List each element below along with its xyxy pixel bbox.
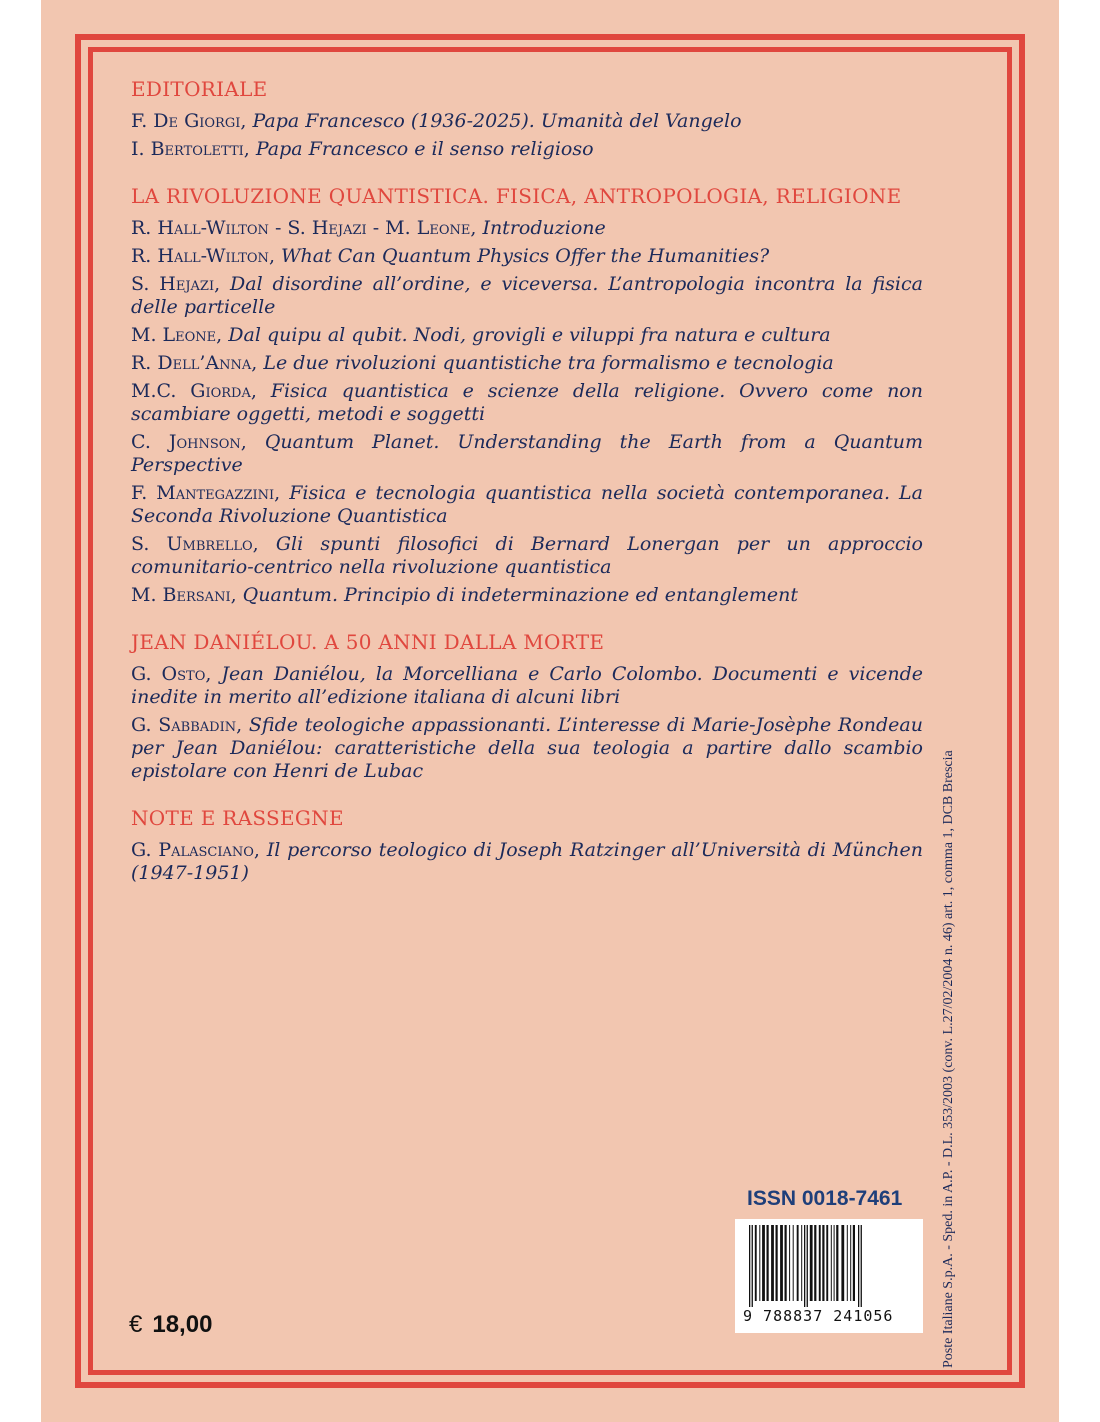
entry-author: R. Hall-Wilton - S. Hejazi - M. Leone (131, 217, 471, 239)
barcode-bar (861, 1225, 862, 1307)
toc-entry: G. Sabbadin, Sfide teologiche appassionanti. L’interesse di Marie-Josèphe Rondeau per Jean Daniélou: caratteristiche della sua teologia a partire dallo scambio epistolare con Henri de Lubac (131, 714, 923, 782)
barcode-bar (841, 1225, 844, 1301)
barcode-bar (789, 1225, 790, 1301)
barcode-bar (858, 1225, 859, 1307)
toc-entry: C. Johnson, Quantum Planet. Understanding the Earth from a Quantum Perspective (131, 431, 923, 476)
entry-title: Gli spunti filosofici di Bernard Lonergan per un approccio comunitario-centrico nella rivoluzione quantistica (131, 533, 923, 578)
issn-label: ISSN 0018-7461 (747, 1187, 903, 1210)
toc-entry: M. Leone, Dal quipu al qubit. Nodi, grovigli e viluppi fra natura e cultura (131, 324, 831, 346)
entry-author: G. Sabbadin (131, 714, 237, 736)
section-heading: NOTE E RASSEGNE (131, 806, 344, 830)
toc-entry: R. Hall-Wilton - S. Hejazi - M. Leone, Introduzione (131, 217, 606, 239)
entry-title: Dal quipu al qubit. Nodi, grovigli e viluppi fra natura e cultura (228, 324, 831, 346)
table-of-contents (131, 78, 923, 909)
entry-title: What Can Quantum Physics Offer the Humanities? (281, 245, 770, 267)
entry-author: S. Hejazi (131, 273, 215, 295)
entry-author: I. Bertoletti (131, 138, 244, 160)
barcode-bar (804, 1225, 805, 1307)
barcode-bar (814, 1225, 816, 1301)
entry-author: S. Umbrello (131, 533, 253, 555)
entry-author: R. Dell’Anna (131, 352, 252, 374)
barcode-bar (834, 1225, 835, 1301)
entry-title: Dal disordine all’ordine, e viceversa. L’antropologia incontra la fisica delle particelle (131, 273, 923, 318)
barcode-bar (785, 1225, 787, 1301)
entry-title: Fisica quantistica e scienze della religione. Ovvero come non scambiare oggetti, metodi e soggetti (131, 380, 923, 425)
entry-author: M.C. Giorda (131, 380, 251, 402)
barcode-bar (797, 1225, 799, 1301)
price (129, 1311, 212, 1339)
barcode-bar (831, 1225, 832, 1301)
entry-author: F. De Giorgi (131, 110, 241, 132)
barcode-bar (776, 1225, 778, 1301)
entry-title: Papa Francesco (1936-2025). Umanità del Vangelo (252, 110, 742, 132)
entry-title: Fisica e tecnologia quantistica nella società contemporanea. La Seconda Rivoluzione Quantistica (131, 482, 923, 527)
barcode-bar (810, 1225, 813, 1301)
toc-section (131, 78, 923, 161)
entry-title: Jean Daniélou, la Morcelliana e Carlo Colombo. Documenti e vicende inedite in merito all’edizione italiana di alcuni libri (131, 663, 923, 708)
barcode (735, 1219, 923, 1333)
entry-title: Il percorso teologico di Joseph Ratzinger all’Università di München (1947-1951) (131, 839, 923, 884)
barcode-bar (752, 1225, 753, 1307)
barcode-bar (850, 1225, 851, 1301)
toc-entry: G. Osto, Jean Daniélou, la Morcelliana e Carlo Colombo. Documenti e vicende inedite in merito all’edizione italiana di alcuni libri (131, 663, 923, 708)
toc-entry: M. Bersani, Quantum. Principio di indeterminazione ed entanglement (131, 584, 799, 606)
toc-entry: M.C. Giorda, Fisica quantistica e scienze della religione. Ovvero come non scambiare oggetti, metodi e soggetti (131, 380, 923, 425)
barcode-bar (836, 1225, 838, 1301)
entry-author: M. Bersani (131, 584, 231, 606)
section-heading: LA RIVOLUZIONE QUANTISTICA. FISICA, ANTROPOLOGIA, RELIGIONE (131, 184, 902, 208)
entry-author: R. Hall-Wilton (131, 245, 269, 267)
entry-author: F. Mantegazzini (131, 482, 275, 504)
section-heading: JEAN DANIÉLOU. A 50 ANNI DALLA MORTE (131, 630, 605, 654)
entry-title: Quantum. Principio di indeterminazione ed entanglement (242, 584, 799, 606)
toc-entry: R. Dell’Anna, Le due rivoluzioni quantistiche tra formalismo e tecnologia (131, 352, 834, 374)
entry-title: Quantum Planet. Understanding the Earth from a Quantum Perspective (131, 431, 923, 476)
toc-entry: F. Mantegazzini, Fisica e tecnologia quantistica nella società contemporanea. La Seconda Rivoluzione Quantistica (131, 482, 923, 527)
barcode-bar (819, 1225, 821, 1301)
barcode-bar (749, 1225, 750, 1307)
barcode-bar (767, 1225, 769, 1301)
toc-section (131, 185, 923, 607)
barcode-bar (755, 1225, 757, 1301)
toc-entry: S. Hejazi, Dal disordine all’ordine, e viceversa. L’antropologia incontra la fisica delle particelle (131, 273, 923, 318)
barcode-bar (822, 1225, 824, 1301)
barcode-bar (853, 1225, 855, 1301)
entry-author: M. Leone (131, 324, 217, 346)
barcode-bar (801, 1225, 802, 1301)
toc-entry: F. De Giorgi, Papa Francesco (1936-2025). Umanità del Vangelo (131, 110, 742, 132)
toc-section (131, 631, 923, 783)
toc-section (131, 807, 923, 885)
postal-notice: Poste Italiane S.p.A. - Sped. in A.P. - D.L. 353/2003 (conv. L.27/02/2004 n. 46) art. 1, comma 1, DCB Brescia (941, 750, 956, 1368)
entry-title: Sfide teologiche appassionanti. L’interesse di Marie-Josèphe Rondeau per Jean Daniélou: caratteristiche della sua teologia a partire dallo scambio epistolare con Henri de Lubac (131, 714, 923, 782)
barcode-bar (759, 1225, 760, 1301)
barcode-bar (826, 1225, 828, 1301)
barcode-bar (771, 1225, 774, 1301)
toc-entry: R. Hall-Wilton, What Can Quantum Physics Offer the Humanities? (131, 245, 770, 267)
toc-entry: G. Palasciano, Il percorso teologico di Joseph Ratzinger all’Università di München (1947-1951) (131, 839, 923, 884)
barcode-bar (793, 1225, 794, 1301)
entry-title: Le due rivoluzioni quantistiche tra formalismo e tecnologia (263, 352, 834, 374)
section-heading: EDITORIALE (131, 77, 268, 101)
barcode-bars (747, 1225, 911, 1307)
price-currency: € (129, 1311, 143, 1338)
entry-title: Papa Francesco e il senso religioso (255, 138, 594, 160)
barcode-bar (780, 1225, 783, 1301)
barcode-bar (807, 1225, 808, 1307)
entry-title: Introduzione (482, 217, 606, 239)
barcode-number: 9 788837 241056 (743, 1307, 894, 1325)
entry-author: C. Johnson (131, 431, 241, 453)
barcode-bar (847, 1225, 848, 1301)
toc-entry: I. Bertoletti, Papa Francesco e il senso religioso (131, 138, 594, 160)
price-amount: 18,00 (152, 1311, 213, 1338)
barcode-bar (762, 1225, 765, 1301)
toc-entry: S. Umbrello, Gli spunti filosofici di Bernard Lonergan per un approccio comunitario-centrico nella rivoluzione quantistica (131, 533, 923, 578)
entry-author: G. Palasciano (131, 839, 254, 861)
back-cover (41, 0, 1059, 1422)
entry-author: G. Osto (131, 663, 206, 685)
